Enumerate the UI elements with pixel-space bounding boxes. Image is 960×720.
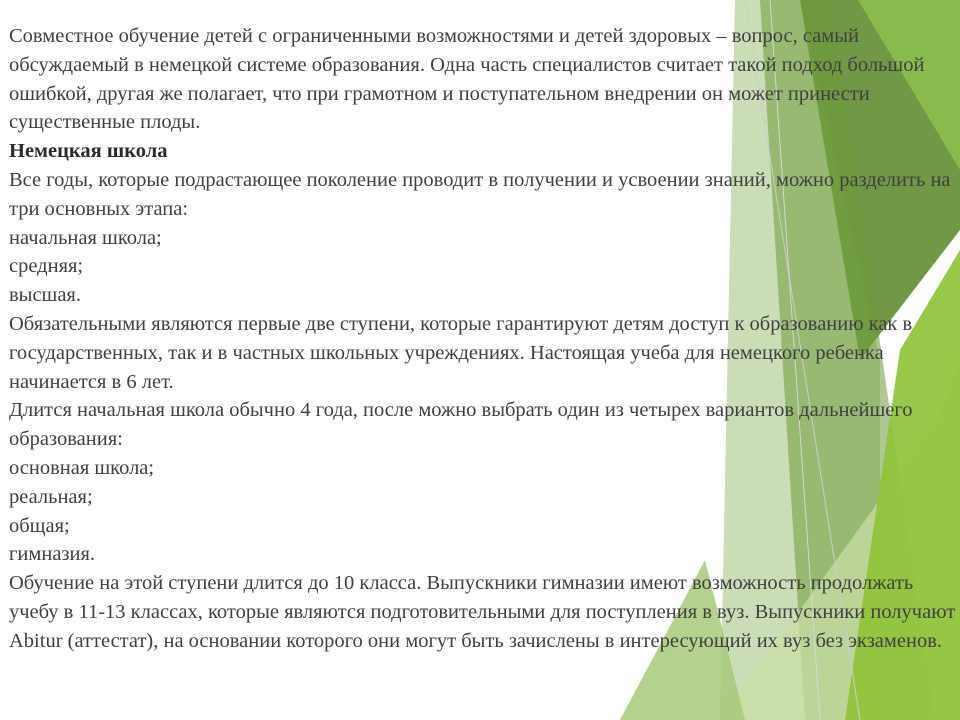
option-item: основная школа; (9, 456, 155, 479)
conclusion-paragraph: Обучение на этой ступени длится до 10 класса. Выпускники гимназии имеют возможность продолжать учебу в 11-13 классах, которые являются подготовительными для поступления в вуз. Выпускники получают Abitur (аттестат), на основании которого они могут быть зачислены в интересующий их вуз без экзаменов. (9, 572, 956, 652)
heading-german-school: Немецкая школа (9, 140, 168, 163)
stage-item: начальная школа; (9, 226, 162, 249)
stage-item: средняя; (9, 255, 84, 278)
option-item: гимназия. (9, 543, 96, 566)
slide-text (9, 22, 957, 656)
primary-school-paragraph: Длится начальная школа обычно 4 года, после можно выбрать один из четырех вариантов дальнейшего образования: (9, 399, 913, 451)
option-item: общая; (9, 514, 70, 537)
option-item: реальная; (9, 485, 93, 508)
stage-item: высшая. (9, 284, 81, 307)
mandatory-paragraph: Обязательными являются первые две ступени, которые гарантируют детям доступ к образованию как в государственных, так и в частных школьных учреждениях. Настоящая учеба для немецкого ребенка начинается в 6 лет. (9, 312, 913, 393)
stages-intro-paragraph: Все годы, которые подрастающее поколение проводит в получении и усвоении знаний, можно разделить на три основных этапа: (9, 168, 951, 220)
intro-paragraph: Совместное обучение детей с ограниченными возможностями и детей здоровых – вопрос, самый обсуждаемый в немецкой системе образования. Одна часть специалистов считает такой подход большой ошибкой, другая же полагает, что при грамотном и поступательном внедрении он может принести существенные плоды. (9, 25, 925, 134)
